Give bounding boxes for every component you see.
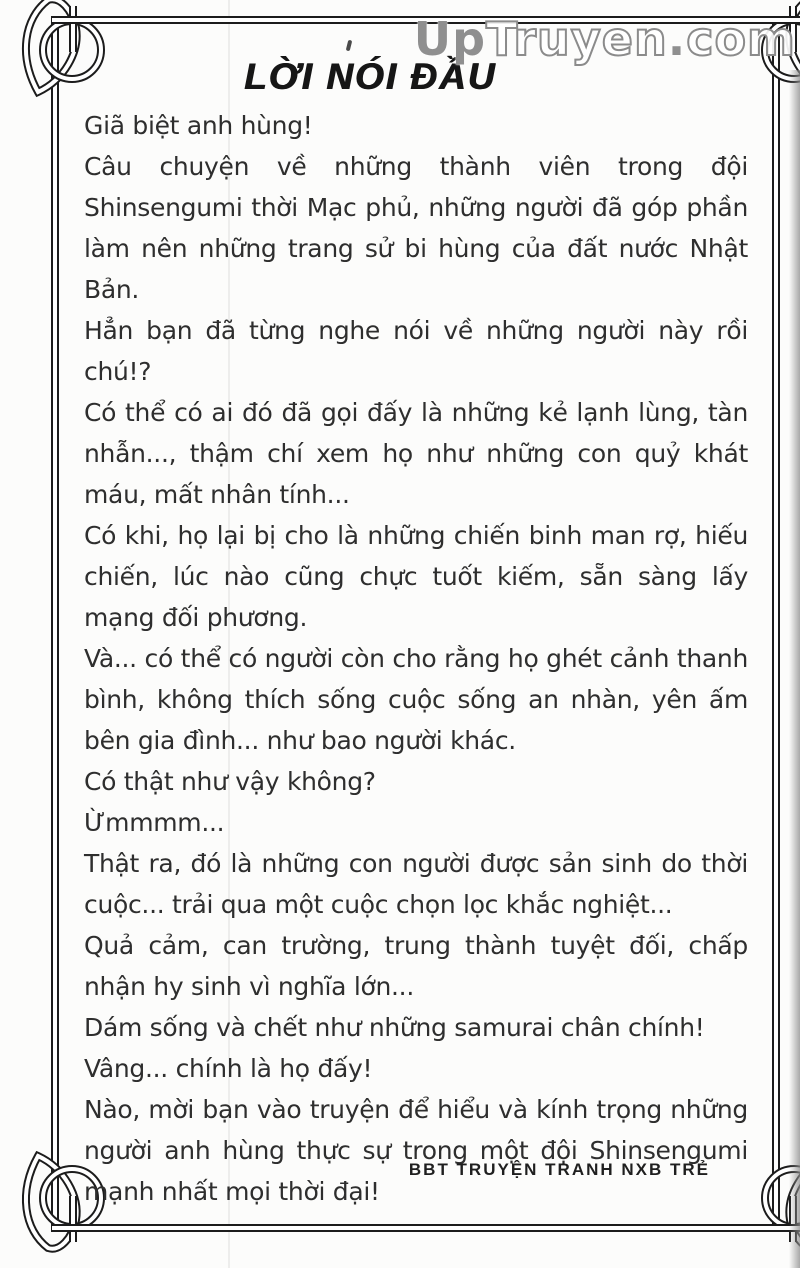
paragraph: Có khi, họ lại bị cho là những chiến binh man rợ, hiếu chiến, lúc nào cũng chực tuốt kiếm, sẵn sàng lấy mạng đối phương. xyxy=(84,521,748,632)
watermark-segment: com xyxy=(686,12,796,66)
preface-title: LỜI NÓI ĐẦU xyxy=(243,56,497,97)
paragraph: Có thật như vậy không? xyxy=(84,767,376,796)
paragraph: Hẳn bạn đã từng nghe nói về những người này rồi chú!? xyxy=(84,316,748,386)
paragraph: Giã biệt anh hùng! xyxy=(84,111,313,140)
scan-edge-shadow xyxy=(789,70,800,1268)
paragraph: Vâng... chính là họ đấy! xyxy=(84,1054,373,1083)
paragraph: Thật ra, đó là những con người được sản sinh do thời cuộc... trải qua một cuộc chọn lọc khắc nghiệt... xyxy=(84,849,748,919)
publisher-credit: BBT TRUYỆN TRANH NXB TRẺ xyxy=(408,1160,710,1179)
paragraph: Câu chuyện về những thành viên trong đội Shinsengumi thời Mạc phủ, những người đã góp phần làm nên những trang sử bi hùng của đất nước Nhật Bản. xyxy=(84,152,748,304)
uptruyen-watermark xyxy=(414,12,796,66)
watermark-segment: Truyen xyxy=(486,12,668,66)
paragraph: Và... có thể có người còn cho rằng họ ghét cảnh thanh bình, không thích sống cuộc sống an nhàn, yên ấm bên gia đình... như bao người khác. xyxy=(84,644,748,755)
preface-body xyxy=(84,105,748,1212)
watermark-segment: . xyxy=(667,12,687,66)
paragraph: Dám sống và chết như những samurai chân chính! xyxy=(84,1013,705,1042)
watermark-segment: Up xyxy=(413,12,486,66)
paragraph: Quả cảm, can trường, trung thành tuyệt đối, chấp nhận hy sinh vì nghĩa lớn... xyxy=(84,931,748,1001)
paragraph: Có thể có ai đó đã gọi đấy là những kẻ lạnh lùng, tàn nhẫn..., thậm chí xem họ như những con quỷ khát máu, mất nhân tính... xyxy=(84,398,748,509)
paragraph: Ừmmmm... xyxy=(84,808,225,837)
paragraph: Nào, mời bạn vào truyện để hiểu và kính trọng những người anh hùng thực sự trong một đội Shinsengumi mạnh nhất mọi thời đại! xyxy=(84,1095,748,1206)
